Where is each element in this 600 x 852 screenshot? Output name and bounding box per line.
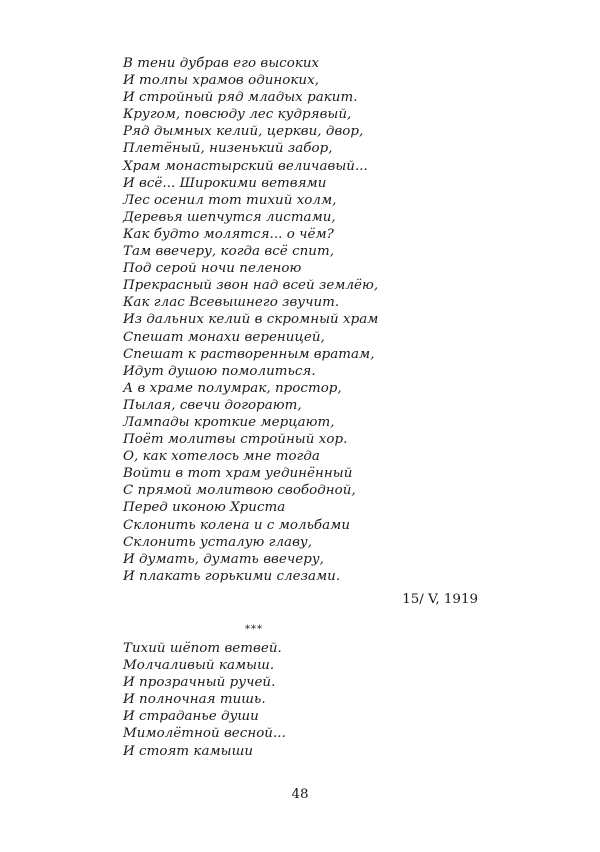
poem-line: Из дальних келий в скромный храм: [123, 312, 379, 328]
poem-first: [123, 55, 483, 585]
poem-line: Кругом, повсюду лес кудрявый,: [123, 107, 352, 123]
poem-line: Молчаливый камыш.: [123, 658, 275, 674]
poem-line: И плакать горькими слезами.: [123, 568, 341, 584]
poem-line: Под серой ночи пеленою: [123, 261, 302, 277]
poem-line: О, как хотелось мне тогда: [123, 449, 320, 465]
poem-line: Пылая, свечи догорают,: [123, 397, 302, 413]
poem-line: И думать, думать ввечеру,: [123, 551, 324, 567]
poem-line: И полночная тишь.: [123, 692, 266, 708]
poem-line: И толпы храмов одиноких,: [123, 73, 320, 89]
poem-line: И стоят камыши: [123, 743, 254, 759]
poem-second: [123, 640, 483, 760]
poem-line: Храм монастырский величавый...: [123, 158, 368, 174]
poem-line: Спешат монахи вереницей,: [123, 329, 325, 345]
poem-line: Поёт молитвы стройный хор.: [123, 432, 348, 448]
poem-line: Там ввечеру, когда всё спит,: [123, 244, 335, 260]
poem-line: Как будто молятся... о чём?: [123, 226, 334, 242]
poem-line: Спешат к растворенным вратам,: [123, 346, 375, 362]
poem-line: Деревья шепчутся листами,: [123, 209, 336, 225]
poem-line: Лампады кроткие мерцают,: [123, 414, 335, 430]
section-separator: ***: [245, 624, 263, 635]
page-number: 48: [291, 787, 309, 802]
poem-line: Войти в тот храм уединённый: [123, 466, 353, 482]
poem-date: 15/ V, 1919: [402, 592, 478, 607]
poem-line: А в храме полумрак, простор,: [123, 380, 342, 396]
poem-line: Тихий шёпот ветвей.: [123, 641, 282, 656]
poem-line: Прекрасный звон над всей землёю,: [123, 278, 379, 294]
poem-line: И страданье души: [123, 709, 259, 725]
poem-line: Склонить усталую главу,: [123, 534, 313, 550]
poem-line: Мимолётной весной...: [123, 726, 286, 742]
poem-line: В тени дубрав его высоких: [123, 56, 320, 71]
poem-line: И всё... Широкими ветвями: [123, 175, 327, 191]
poem-line: Перед иконою Христа: [123, 500, 286, 516]
poem-line: И стройный ряд младых ракит.: [123, 90, 358, 106]
poem-line: Ряд дымных келий, церкви, двор,: [123, 124, 364, 140]
poem-line: Как глас Всевышнего звучит.: [123, 295, 340, 311]
poem-line: Склонить колена и с мольбами: [123, 517, 350, 533]
poem-line: С прямой молитвою свободной,: [123, 483, 356, 499]
poem-line: Лес осенил тот тихий холм,: [123, 192, 337, 208]
poem-line: Плетёный, низенький забор,: [123, 141, 333, 157]
poem-line: Идут душою помолиться.: [123, 363, 316, 379]
poem-line: И прозрачный ручей.: [123, 675, 276, 691]
